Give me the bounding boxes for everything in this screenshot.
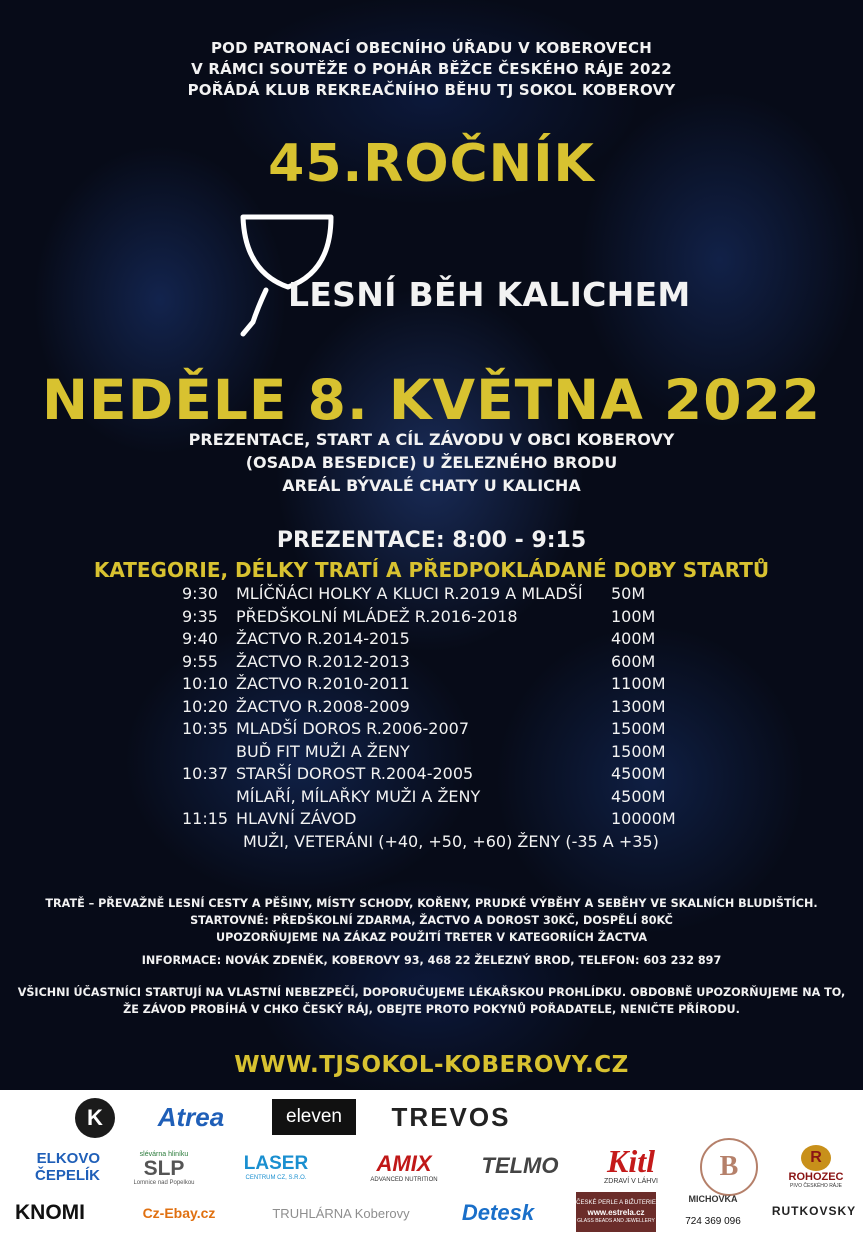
edition-title: 45.ROČNÍK [268,134,595,194]
start-time: 10:37 [182,764,229,783]
czebay-logo [128,1196,230,1230]
rohozec-logo-text: ROHOZEC [788,1171,844,1183]
presentation-time: PREZENTACE: 8:00 - 9:15 [276,528,587,553]
schedule-row [0,674,863,696]
distance: 600M [611,651,656,671]
category: BUĎ FIT MUŽI A ŽENY [236,741,410,761]
distance: 100M [611,606,656,626]
amix-logo [356,1147,452,1187]
start-time: 9:30 [182,584,218,603]
category: STARŠÍ DOROST R.2004-2005 [236,764,474,783]
schedule-row [0,764,863,786]
organizer-line: POŘÁDÁ KLUB REKREAČNÍHO BĚHU TJ SOKOL KOBEROVY [187,81,676,99]
schedule-row [0,629,863,651]
knomi-logo [0,1195,100,1231]
race-date: NEDĚLE 8. KVĚTNA 2022 [42,368,821,432]
main-race-categories-row [0,832,863,854]
distance: 1300M [611,696,666,716]
kitl-logo [588,1140,674,1188]
start-time: 10:10 [182,674,229,693]
laser-logo-sub: CENTRUM CZ, S.R.O. [245,1175,307,1181]
category: ŽACTVO R.2012-2013 [236,651,410,671]
disclaimer-line: VŠICHNI ÚČASTNÍCI STARTUJÍ NA VLASTNÍ NEBEZPEČÍ, DOPORUČUJEME LÉKAŘSKOU PROHLÍDKU. OBDOBNĚ UPOZORŇUJEME NA TO, [17,986,846,999]
contact-info: INFORMACE: NOVÁK ZDENĚK, KOBEROVY 93, 468 22 ŽELEZNÝ BROD, TELEFON: 603 232 897 [141,954,722,967]
telmo-logo-text: TELMO [481,1153,559,1178]
michovka-logo-text: MICHOVKA [688,1193,738,1204]
category: ŽACTVO R.2008-2009 [236,696,410,716]
bernard-emblem: B [700,1138,758,1196]
organizer-line: POD PATRONACÍ OBECNÍHO ÚŘADU V KOBEROVECH [210,39,652,57]
venue-line: AREÁL BÝVALÉ CHATY U KALICHA [282,476,581,495]
schedule-row [0,652,863,674]
schedule-row [0,607,863,629]
distance: 4500M [611,764,666,783]
distance: 1100M [611,674,666,693]
trevos-logo-text: TREVOS [391,1101,511,1132]
koberce-logo-text: K [87,1105,103,1130]
distance: 400M [611,629,656,648]
category: MÍLAŘÍ, MÍLAŘKY MUŽI A ŽENY [236,786,481,806]
start-time: 10:35 [182,719,229,738]
category: ŽACTVO R.2010-2011 [236,674,410,693]
category: PŘEDŠKOLNÍ MLÁDEŽ R.2016-2018 [236,606,518,626]
estrela-logo [576,1192,656,1232]
slp-logo-text: SLP [143,1156,185,1180]
atrea-logo-text: Atrea [157,1101,225,1132]
elkovo-logo-line: ČEPELÍK [34,1167,100,1184]
trevos-logo [380,1102,522,1132]
website-link[interactable]: WWW.TJSOKOL-KOBEROVY.CZ [234,1052,629,1078]
elkovo-logo [0,1147,100,1187]
detesk-logo [448,1198,548,1228]
czebay-logo-text: Cz-Ebay.cz [142,1205,216,1221]
category: HLAVNÍ ZÁVOD [236,809,357,828]
category: MLÍČŇÁCI HOLKY A KLUCI R.2019 A MLADŠÍ [236,584,583,603]
info-block [0,895,863,946]
venue-block [0,428,863,497]
main-race-categories: MUŽI, VETERÁNI (+40, +50, +60) ŽENY (-35 A +35) [243,831,659,851]
detesk-logo-text: Detesk [461,1200,535,1225]
distance: 1500M [611,719,666,738]
race-name: LESNÍ BĚH KALICHEM [288,275,691,314]
rohozec-crest-icon: R [801,1145,831,1171]
disclaimer-line: ŽE ZÁVOD PROBÍHÁ V CHKO ČESKÝ RÁJ, OBEJTE PROTO POKYNŮ POŘADATELE, NENIČTE PŘÍRODU. [123,1003,740,1016]
knomi-logo-text: KNOMI [15,1201,85,1224]
eleven-logo-text: eleven [286,1106,342,1127]
slp-logo [126,1145,202,1191]
schedule-row [0,742,863,764]
start-time: 9:40 [182,629,218,648]
schedule-row [0,809,863,831]
laser-logo [222,1147,330,1187]
rutkovsky-logo [772,1194,856,1228]
categories-title: KATEGORIE, DÉLKY TRATÍ A PŘEDPOKLÁDANÉ DOBY STARTŮ [93,558,770,582]
organizer-block [0,38,863,101]
michovka-logo [680,1188,746,1232]
venue-line: (OSADA BESEDICE) U ŽELEZNÉHO BRODU [245,453,618,472]
category: ŽACTVO R.2014-2015 [236,629,410,648]
koberce-logo [75,1098,115,1138]
elkovo-logo-line: ELKOVO [36,1150,100,1167]
start-time: 9:35 [182,606,218,626]
category: MLADŠÍ DOROS R.2006-2007 [236,719,470,738]
kitl-logo-text: Kitl [606,1142,655,1179]
amix-logo-text: AMIX [376,1151,432,1176]
sponsors-bar [0,1090,863,1235]
distance: 1500M [611,741,666,761]
start-time: 10:20 [182,696,229,716]
schedule-row [0,697,863,719]
schedule-row [0,584,863,606]
distance: 10000M [611,809,676,828]
kitl-logo-sub: ZDRAVÍ V LÁHVI [604,1177,658,1185]
disclaimer-block [0,984,863,1018]
distance: 4500M [611,786,666,806]
distance: 50M [611,584,646,603]
venue-line: PREZENTACE, START A CÍL ZÁVODU V OBCI KOBEROVY [188,430,675,449]
rutkovsky-logo-text: RUTKOVSKY [771,1204,857,1218]
estrela-logo-line: www.estrela.cz [587,1207,645,1217]
rohozec-logo-sub: PIVO ČESKÉHO RÁJE [790,1183,842,1189]
estrela-logo-line: GLASS BEADS AND JEWELLERY [577,1217,655,1224]
organizer-line: V RÁMCI SOUTĚŽE O POHÁR BĚŽCE ČESKÉHO RÁJE 2022 [191,60,672,78]
rohozec-logo [778,1140,854,1194]
info-line: TRATĚ – PŘEVAŽNĚ LESNÍ CESTY A PĚŠINY, MÍSTY SCHODY, KOŘENY, PRUDKÉ VÝBĚHY A SEBĚHY VE SKALNÍCH BLUDIŠTÍCH. [45,897,818,910]
start-time: 11:15 [182,809,229,828]
info-line: STARTOVNÉ: PŘEDŠKOLNÍ ZDARMA, ŽACTVO A DOROST 30KČ, DOSPĚLÍ 80KČ [190,914,673,927]
michovka-phone: 724 369 096 [685,1215,741,1227]
laser-logo-text: LASER [243,1153,309,1174]
schedule-row [0,719,863,741]
truhlarna-logo-text: TRUHLÁRNA Koberovy [272,1205,410,1221]
telmo-logo [476,1148,564,1184]
atrea-logo [138,1102,244,1132]
slp-logo-sub: Lomnice nad Popelkou [133,1179,195,1186]
info-line: UPOZORŇUJEME NA ZÁKAZ POUŽITÍ TRETER V KATEGORIÍCH ŽACTVA [216,931,647,944]
start-time: 9:55 [182,651,218,671]
estrela-logo-line: ČESKÉ PERLE A BIŽUTERIE [576,1199,656,1206]
slp-logo-top: slévárna hliníku [139,1150,189,1158]
schedule-row [0,787,863,809]
amix-logo-sub: ADVANCED NUTRITION [370,1177,438,1183]
truhlarna-logo [256,1196,426,1230]
eleven-logo [272,1099,356,1135]
